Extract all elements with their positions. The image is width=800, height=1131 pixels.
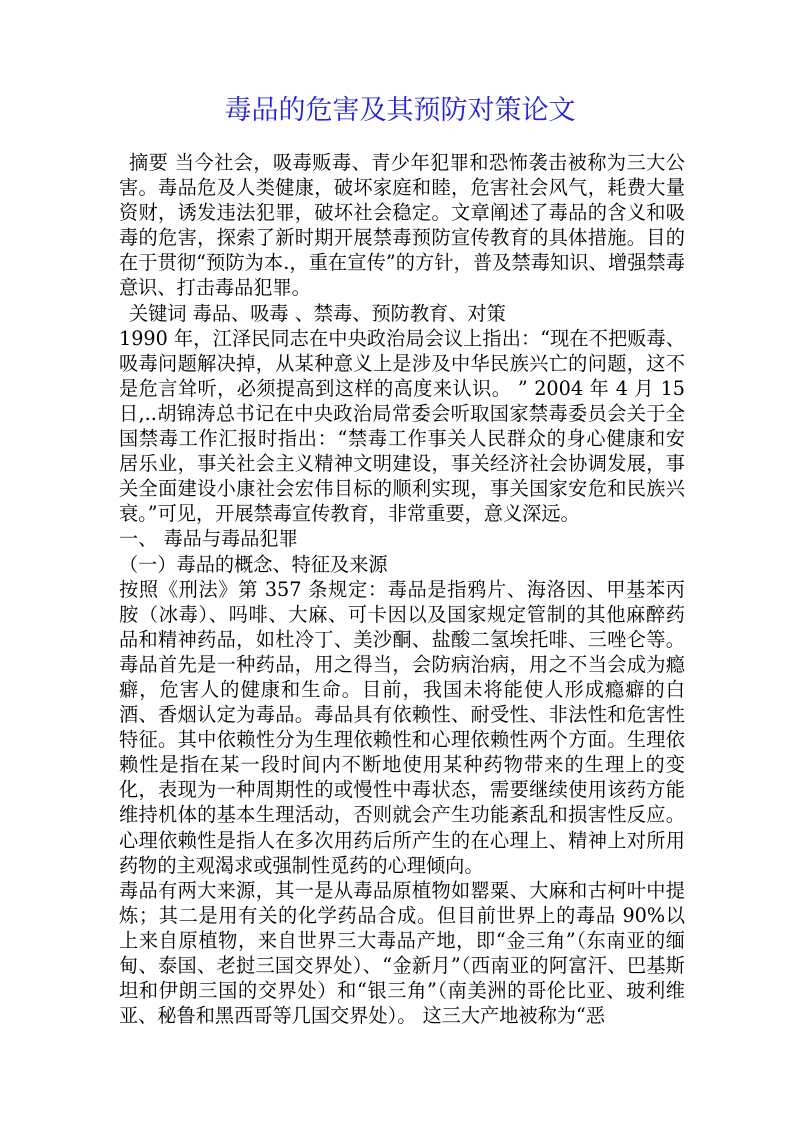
- intro-paragraph: 1990 年，江泽民同志在中央政治局会议上指出：“现在不把贩毒、吸毒问题解决掉，从某种意义上是涉及中华民族兴亡的问题，这不是危言耸听，必须提高到这样的高度来认识。 ” 2004 年 4 月 15 日,..胡锦涛总书记在中央政治局常委会听取国家禁毒委员会关于全国禁毒工作汇报时指出：“禁毒工作事关人民群众的身心健康和安居乐业，事关社会主义精神文明建设，事关经济社会协调发展，事关全面建设小康社会宏伟目标的顺利实现，事关国家安危和民族兴衰。”可见，开展禁毒宣传教育，非常重要，意义深远。: [119, 326, 685, 526]
- section-heading: 一、 毒品与毒品犯罪: [119, 527, 298, 551]
- document-body: [119, 150, 685, 1028]
- subsection-heading: （一）毒品的概念、特征及来源: [119, 552, 388, 576]
- abstract-paragraph: 摘要 当今社会，吸毒贩毒、青少年犯罪和恐怖袭击被称为三大公害。毒品危及人类健康，破坏家庭和睦，危害社会风气，耗费大量资财，诱发违法犯罪，破坏社会稳定。文章阐述了毒品的含义和吸毒的危害，探索了新时期开展禁毒预防宣传教育的具体措施。目的在于贯彻“预防为本.，重在宣传”的方针，普及禁毒知识、增强禁毒意识、打击毒品犯罪。: [119, 151, 685, 300]
- sources-paragraph: 毒品有两大来源，其一是从毒品原植物如罂粟、大麻和古柯叶中提炼；其二是用有关的化学药品合成。但目前世界上的毒品 90%以上来自原植物，来自世界三大毒品产地，即“金三角”（东南亚的缅甸、泰国、老挝三国交界处）、“金新月”（西南亚的阿富汗、巴基斯坦和伊朗三国的交界处）和“银三角”（南美洲的哥伦比亚、玻利维亚、秘鲁和黑西哥等几国交界处）。 这三大产地被称为“恶: [119, 878, 685, 1028]
- keywords-paragraph: 关键词 毒品、吸毒 、禁毒、预防教育、对策: [129, 301, 506, 325]
- document-title: 毒品的危害及其预防对策论文: [224, 95, 576, 126]
- definition-paragraph: 按照《刑法》第 357 条规定：毒品是指鸦片、海洛因、甲基苯丙胺（冰毒）、吗啡、大麻、可卡因以及国家规定管制的其他麻醉药品和精神药品，如杜冷丁、美沙酮、盐酸二氢埃托啡、三唑仑等。毒品首先是一种药品，用之得当，会防病治病，用之不当会成为瘾癖，危害人的健康和生命。目前，我国未将能使人形成瘾癖的白酒、香烟认定为毒品。毒品具有依赖性、耐受性、非法性和危害性特征。其中依赖性分为生理依赖性和心理依赖性两个方面。生理依赖性是指在某一段时间内不断地使用某种药物带来的生理上的变化，表现为一种周期性的或慢性中毒状态，需要继续使用该药方能维持机体的基本生理活动，否则就会产生功能紊乱和损害性反应。心理依赖性是指人在多次用药后所产生的在心理上、精神上对所用药物的主观渴求或强制性觅药的心理倾向。: [119, 577, 685, 877]
